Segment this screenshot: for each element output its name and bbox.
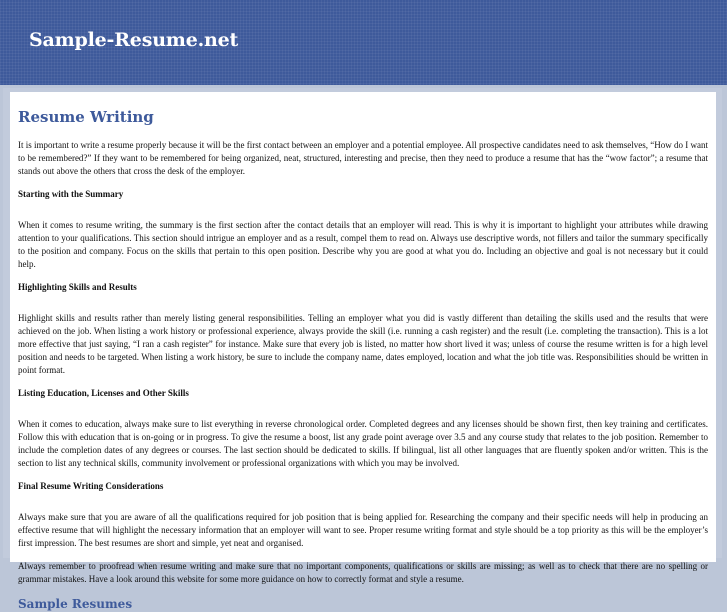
main-content [10,92,716,611]
section-heading-skills: Highlighting Skills and Results [18,282,137,292]
closing-paragraph: Always remember to proofread when resume writing and make sure that no important components, qualifications or skills are missing; as well as to check that there are no spelling or grammar mistakes. Have a look around this website for some more guidance on how to correctly format and style a resume. [18,561,708,584]
content-frame [3,88,722,611]
section-heading-final: Final Resume Writing Considerations [18,481,164,491]
section-heading-summary: Starting with the Summary [18,189,124,199]
section-text-skills: Highlight skills and results rather than merely listing general responsibilities. Telling an employer what you did is vastly different than detailing the skills used and the results that were achieved on the job. When listing a work history or professional experience, always provide the skill (i.e. running a cash register) and the result (i.e. completing the transaction). This is a lot more effective that just saying, “I ran a cash register” for instance. Make sure that every job is listed, no matter how short lived it was; unless of course the resume written is for a high level position and needs to be targeted. When listing a work history, be sure to include the company name, dates employed, location and what the job title was. Responsibilities should be written in point format. [18,313,708,375]
section-text-summary: When it comes to resume writing, the summary is the first section after the contact details that an employer will read. This is why it is important to highlight your attributes while drawing attention to your qualifications. This section should intrigue an employer and as a result, compel them to read on. Always use descriptive words, not fillers and tailor the summary specifically to the position and company. Focus on the skills that pertain to this open position. Describe why you are good at what you do. Including an objective and goal is not necessary but it could help. [18,220,708,269]
section-heading-education: Listing Education, Licenses and Other Skills [18,388,189,398]
site-header [0,0,727,85]
sample-resumes-heading: Sample Resumes [18,597,133,611]
page-title: Resume Writing [18,108,154,126]
site-title-link[interactable]: Sample-Resume.net [29,29,239,51]
intro-paragraph: It is important to write a resume properly because it will be the first contact between an employer and a potential employee. All prospective candidates need to ask themselves, “How do I want to be remembered?” If they want to be remembered for being organized, neat, structured, interesting and precise, then they need to produce a resume that has the “wow factor”; a resume that stands out above the others that cross the desk of the employer. [18,140,708,176]
section-text-education: When it comes to education, always make sure to list everything in reverse chronological order. Completed degrees and any licenses should be shown first, then key training and certificates. Follow this with education that is on-going or in progress. To give the resume a boost, list any grade point average over 3.5 and any course study that relates to the job position. Remember to include the completion dates of any degrees or courses. The last section should be dedicated to skills. If bilingual, list all other languages that are fluently spoken and/or written. This is the section to list any technical skills, community involvement or professional organizations with which you may be involved. [18,419,708,468]
section-text-final: Always make sure that you are aware of all the qualifications required for job position that is being applied for. Researching the company and their specific needs will help in producing an effective resume that will highlight the necessary information that an employer will want to see. Proper resume writing format and style should be a top priority as this will be the employer’s first impression. The best resumes are short and simple, yet neat and organised. [18,512,708,548]
